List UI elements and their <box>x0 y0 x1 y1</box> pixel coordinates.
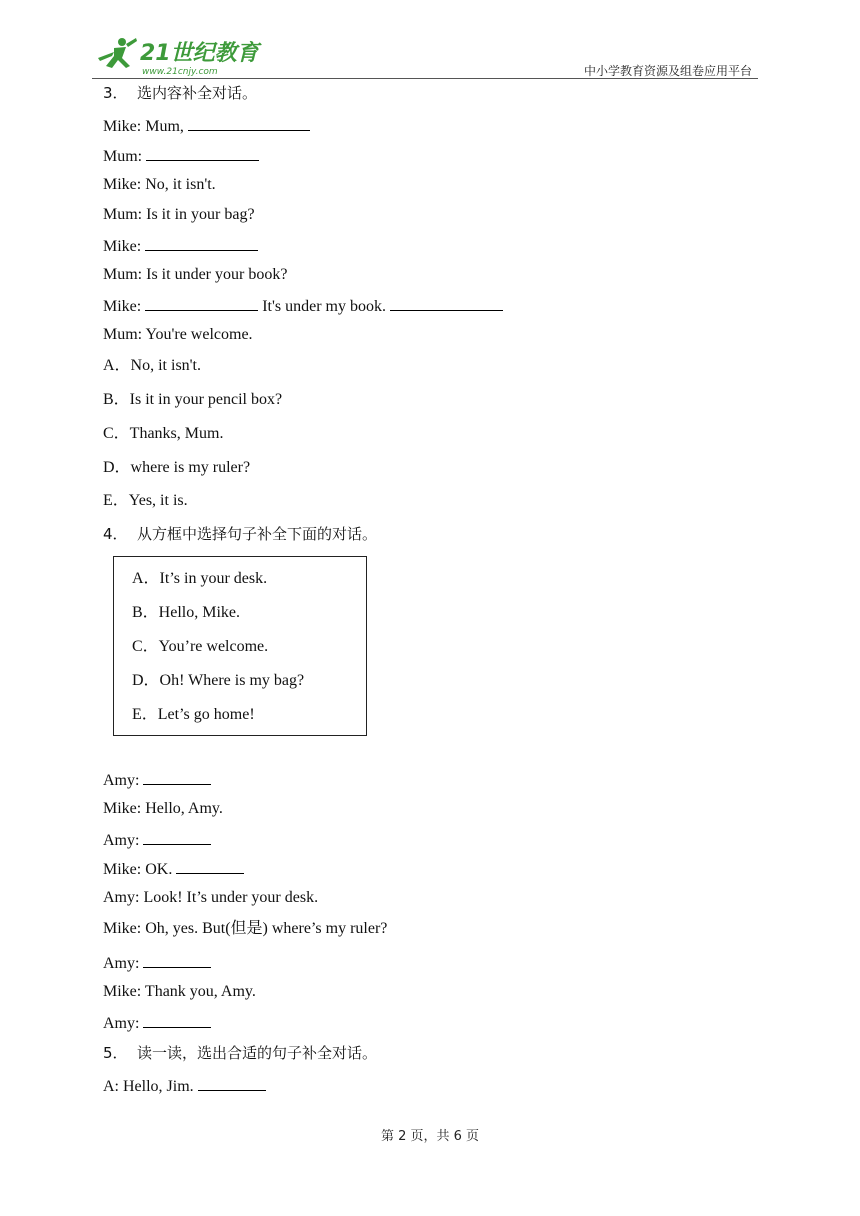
q3-dialog-line-5: Mike: <box>103 234 258 258</box>
page-number: 第 2 页，共 6 页 <box>380 1129 480 1144</box>
q3-dialog-line-8: Mum: You're welcome. <box>103 326 253 343</box>
q3-dialog-line-7: Mike: It's under my book. <box>103 294 503 318</box>
q3-instruction: 3． 选内容补全对话。 <box>103 84 258 102</box>
q3-option-a: A．No, it isn't. <box>103 357 202 374</box>
svg-text:www.21cnjy.com: www.21cnjy.com <box>142 67 218 77</box>
q4-box-option-b: B．Hello, Mike. <box>132 604 240 621</box>
q4-instruction: 4． 从方框中选择句子补全下面的对话。 <box>103 525 378 543</box>
answer-blank[interactable] <box>390 294 503 311</box>
svg-text:21世纪教育: 21世纪教育 <box>140 41 259 66</box>
answer-blank[interactable] <box>145 234 258 251</box>
q4-dialog-line-4: Mike: OK. <box>103 857 244 881</box>
21cnjy-logo <box>92 34 267 78</box>
q4-dialog-line-5: Amy: Look! It’s under your desk. <box>103 889 319 906</box>
header-divider <box>92 78 758 79</box>
answer-blank[interactable] <box>143 1011 211 1028</box>
answer-blank[interactable] <box>146 144 259 161</box>
q4-dialog-line-1: Amy: <box>103 768 211 792</box>
q3-dialog-line-4: Mum: Is it in your bag? <box>103 206 255 223</box>
answer-blank[interactable] <box>188 114 310 131</box>
answer-blank[interactable] <box>145 294 258 311</box>
q4-option-box <box>113 556 367 736</box>
q5-dialog-line-1: A: Hello, Jim. <box>103 1074 266 1098</box>
q3-dialog-line-1: Mike: Mum, <box>103 114 310 138</box>
q4-dialog-line-3: Amy: <box>103 828 211 852</box>
q4-dialog-line-8: Mike: Thank you, Amy. <box>103 983 256 1000</box>
q3-option-c: C．Thanks, Mum. <box>103 425 224 442</box>
answer-blank[interactable] <box>198 1074 266 1091</box>
q4-dialog-line-2: Mike: Hello, Amy. <box>103 800 223 817</box>
answer-blank[interactable] <box>143 768 211 785</box>
q3-dialog-line-3: Mike: No, it isn't. <box>103 176 216 193</box>
q4-dialog-line-7: Amy: <box>103 951 211 975</box>
platform-name: 中小学教育资源及组卷应用平台 <box>583 64 752 78</box>
answer-blank[interactable] <box>176 857 244 874</box>
q4-box-option-d: D．Oh! Where is my bag? <box>132 672 305 689</box>
q3-dialog-line-2: Mum: <box>103 144 259 168</box>
q4-box-option-c: C．You’re welcome. <box>132 638 269 655</box>
q3-option-e: E．Yes, it is. <box>103 492 188 509</box>
answer-blank[interactable] <box>143 828 211 845</box>
q3-option-b: B．Is it in your pencil box? <box>103 391 283 408</box>
q4-dialog-line-6: Mike: Oh, yes. But(但是) where’s my ruler? <box>103 920 388 937</box>
q5-instruction: 5． 读一读，选出合适的句子补全对话。 <box>103 1044 378 1062</box>
q4-box-option-e: E．Let’s go home! <box>132 706 255 723</box>
q4-box-option-a: A．It’s in your desk. <box>132 570 268 587</box>
q3-option-d: D．where is my ruler? <box>103 459 251 476</box>
q3-dialog-line-6: Mum: Is it under your book? <box>103 266 288 283</box>
answer-blank[interactable] <box>143 951 211 968</box>
q4-dialog-line-9: Amy: <box>103 1011 211 1035</box>
